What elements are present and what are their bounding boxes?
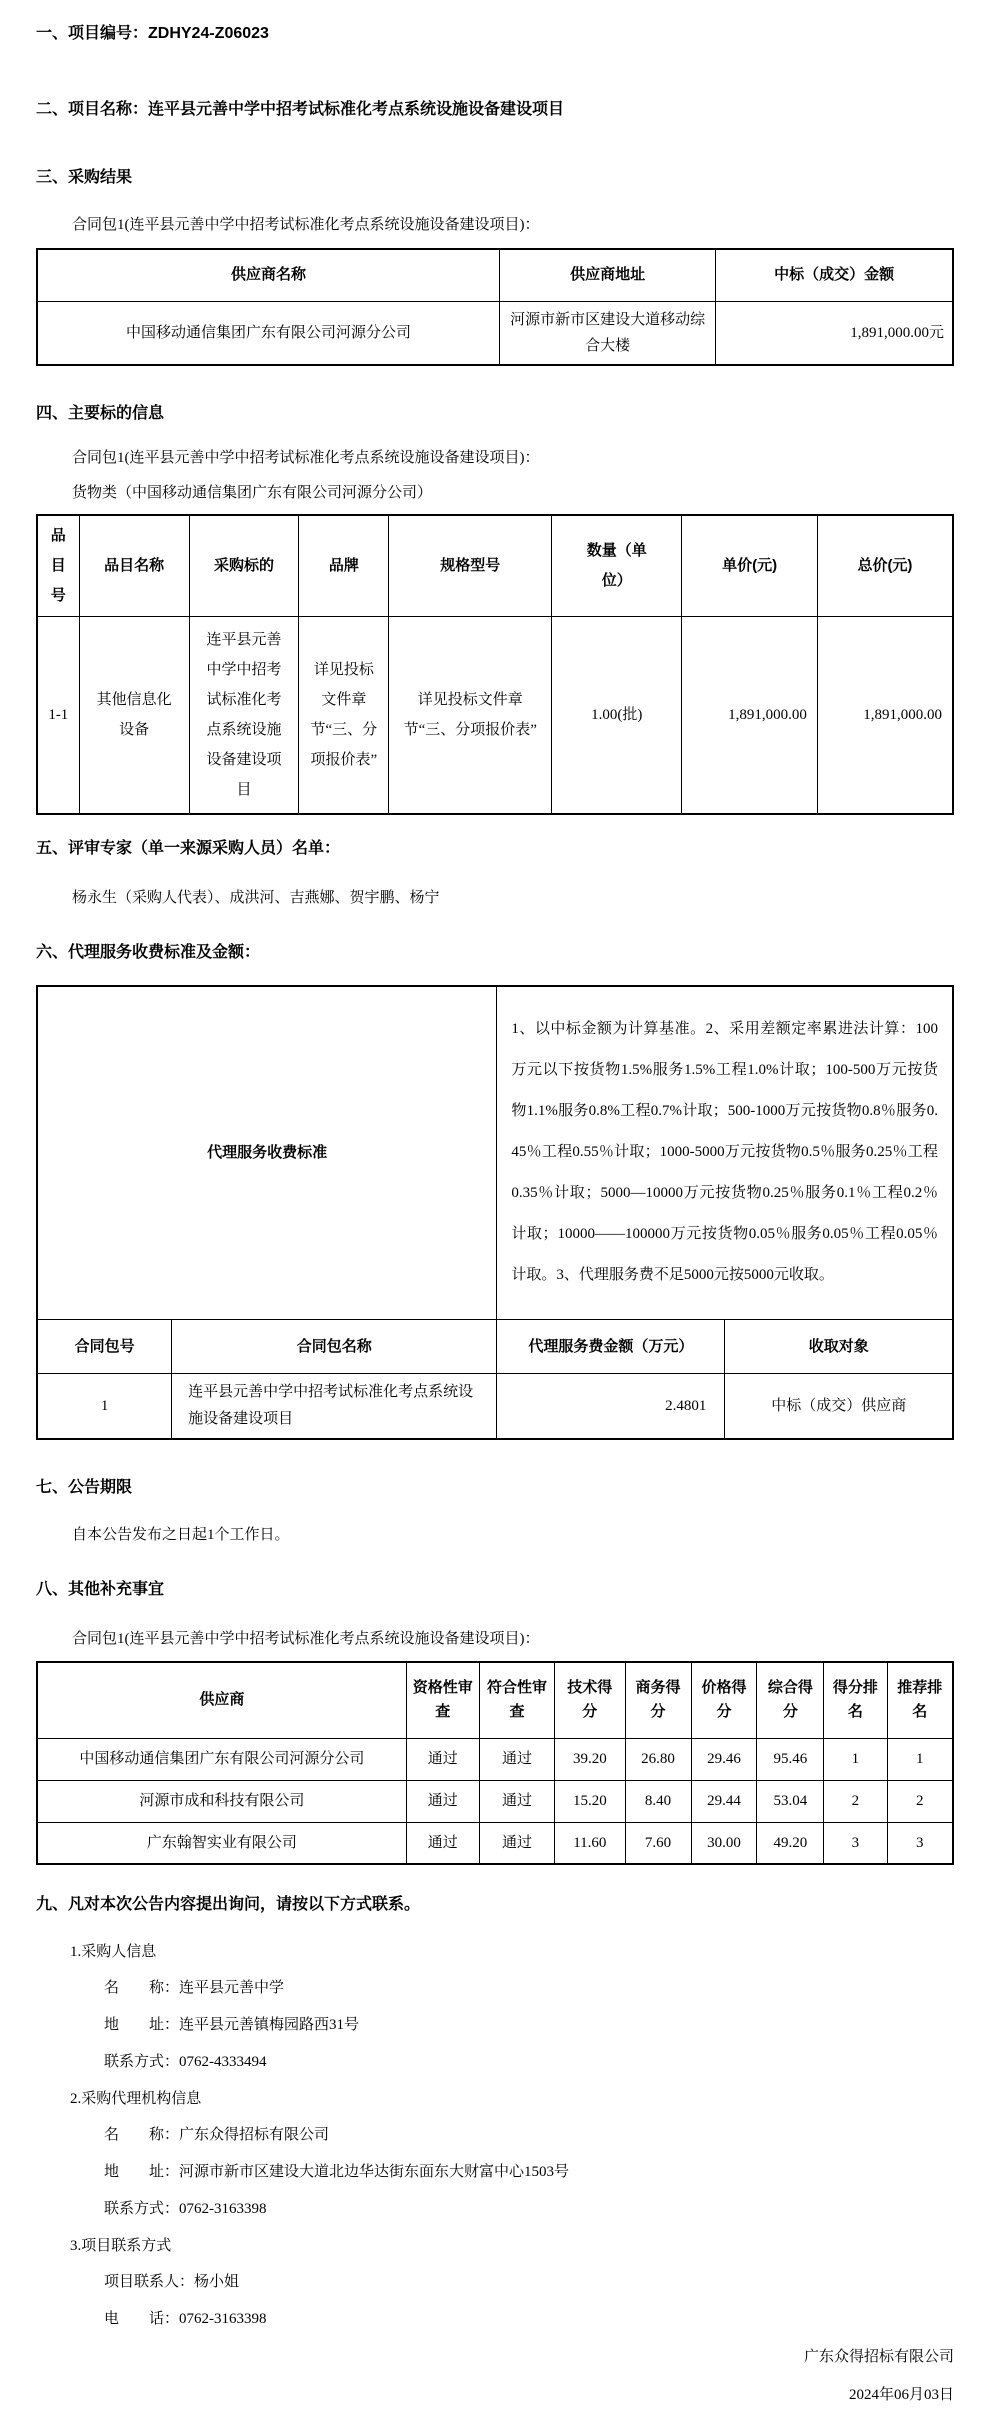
announcement-period-body: 自本公告发布之日起1个工作日。	[72, 1527, 290, 1543]
contract-package-intro: 合同包1(连平县元善中学中招考试标准化考点系统设施设备建设项目)：	[72, 217, 540, 233]
purchaser-contact: 联系方式：0762-4333494	[104, 2054, 267, 2070]
spec-model-cell: 详见投标文件章节“三、分项报价表”	[389, 616, 552, 814]
purchaser-address: 地 址：连平县元善镇梅园路西31号	[104, 2017, 360, 2033]
goods-category-line: 货物类（中国移动通信集团广东有限公司河源分公司）	[72, 484, 433, 501]
procurement-subject-header: 采购标的	[189, 515, 299, 617]
business-score-cell: 8.40	[625, 1780, 691, 1822]
technical-score-cell: 15.20	[555, 1780, 626, 1822]
qualification-review-cell: 通过	[406, 1822, 479, 1864]
recommend-rank-cell: 3	[887, 1822, 953, 1864]
contract-package-number-header: 合同包号	[37, 1320, 172, 1374]
agency-contact: 联系方式：0762-3163398	[104, 2201, 267, 2217]
supplier-cell: 广东翰智实业有限公司	[37, 1822, 406, 1864]
agency-info-title: 2.采购代理机构信息	[70, 2091, 202, 2107]
review-experts-heading: 五、评审专家（单一来源采购人员）名单：	[36, 839, 341, 857]
spec-model-header: 规格型号	[389, 515, 552, 617]
qualification-review-cell: 通过	[406, 1780, 479, 1822]
contract-package-number-cell: 1	[37, 1374, 172, 1440]
recommend-rank-cell: 1	[887, 1738, 953, 1780]
agency-fee-heading: 六、代理服务收费标准及金额：	[36, 943, 261, 961]
conformity-review-cell: 通过	[479, 1738, 554, 1780]
table-row	[37, 1374, 953, 1440]
price-score-cell: 29.44	[691, 1780, 757, 1822]
fee-payer-header: 收取对象	[725, 1320, 953, 1374]
score-rank-cell: 2	[824, 1780, 887, 1822]
procurement-subject-cell: 连平县元善中学中招考试标准化考点系统设施设备建设项目	[189, 616, 299, 814]
contact-section-heading: 九、凡对本次公告内容提出询问，请按以下方式联系。	[36, 1896, 421, 1913]
brand-cell: 详见投标文件章节“三、分项报价表”	[299, 616, 389, 814]
fee-standard-text: 1、以中标金额为计算基准。2、采用差额定率累进法计算：100万元以下按货物1.5%服务1.5%工程1.0%计取；100-500万元按货物1.1%服务0.8%工程0.7%计取；500-1000万元按货物0.8％服务0.45％工程0.55％计取；1000-5000万元按货物0.5％服务0.25％工程0.35％计取；5000—10000万元按货物0.25％服务0.1％工程0.2％计取；10000——100000万元按货物0.05％服务0.05％工程0.05％计取。3、代理服务费不足5000元按5000元收取。	[497, 986, 953, 1320]
qualification-review-header: 资格性审查	[406, 1662, 479, 1738]
agency-fee-table	[36, 985, 954, 1441]
business-score-header: 商务得分	[625, 1662, 691, 1738]
table-row	[37, 1738, 953, 1780]
supplier-address-cell: 河源市新市区建设大道移动综合大楼	[500, 301, 716, 365]
award-amount-header: 中标（成交）金额	[716, 249, 953, 301]
procurement-result-heading: 三、采购结果	[36, 169, 133, 186]
item-number-header: 品目号	[37, 515, 79, 617]
announcement-period-heading: 七、公告期限	[36, 1479, 133, 1496]
purchaser-name: 名 称：连平县元善中学	[104, 1980, 285, 1996]
unit-price-cell: 1,891,000.00	[682, 616, 818, 814]
contract-package-intro: 合同包1(连平县元善中学中招考试标准化考点系统设施设备建设项目)：	[72, 1631, 540, 1647]
fee-standard-label: 代理服务收费标准	[37, 986, 497, 1320]
project-contact-title: 3.项目联系方式	[70, 2238, 172, 2254]
contract-package-name-header: 合同包名称	[172, 1320, 497, 1374]
supplier-name-header: 供应商名称	[37, 249, 500, 301]
supplier-address-header: 供应商地址	[500, 249, 716, 301]
supplier-cell: 河源市成和科技有限公司	[37, 1780, 406, 1822]
quantity-unit-header-label: 数量（单位）	[586, 541, 647, 589]
business-score-cell: 26.80	[625, 1738, 691, 1780]
price-score-cell: 30.00	[691, 1822, 757, 1864]
footer-company: 广东众得招标有限公司	[803, 2349, 954, 2365]
table-row	[37, 1822, 953, 1864]
agency-address: 地 址：河源市新市区建设大道北边华达街东面东大财富中心1503号	[104, 2164, 570, 2180]
award-amount-cell: 1,891,000.00元	[716, 301, 953, 365]
fee-payer-cell: 中标（成交）供应商	[725, 1374, 953, 1440]
item-number-cell: 1-1	[37, 616, 79, 814]
business-score-cell: 7.60	[625, 1822, 691, 1864]
table-header-row	[37, 515, 953, 617]
technical-score-cell: 11.60	[555, 1822, 626, 1864]
score-rank-header: 得分排名	[824, 1662, 887, 1738]
supplier-name-cell: 中国移动通信集团广东有限公司河源分公司	[37, 301, 500, 365]
total-price-header: 总价(元)	[817, 515, 953, 617]
other-matters-heading: 八、其他补充事宜	[36, 1581, 165, 1598]
overall-score-header: 综合得分	[757, 1662, 824, 1738]
main-subject-table	[36, 514, 954, 815]
item-name-header: 品目名称	[79, 515, 189, 617]
unit-price-header: 单价(元)	[682, 515, 818, 617]
technical-score-header: 技术得分	[555, 1662, 626, 1738]
agency-fee-amount-header: 代理服务费金额（万元）	[497, 1320, 725, 1374]
contract-package-intro: 合同包1(连平县元善中学中招考试标准化考点系统设施设备建设项目)：	[72, 449, 540, 466]
supplier-header: 供应商	[37, 1662, 406, 1738]
total-price-cell: 1,891,000.00	[817, 616, 953, 814]
table-row	[37, 616, 953, 814]
overall-score-cell: 95.46	[757, 1738, 824, 1780]
score-rank-cell: 1	[824, 1738, 887, 1780]
quantity-unit-header	[552, 515, 682, 617]
price-score-cell: 29.46	[691, 1738, 757, 1780]
recommend-rank-cell: 2	[887, 1780, 953, 1822]
table-header-row	[37, 1662, 953, 1738]
overall-score-cell: 49.20	[757, 1822, 824, 1864]
supplier-cell: 中国移动通信集团广东有限公司河源分公司	[37, 1738, 406, 1780]
footer-date: 2024年06月03日	[848, 2387, 954, 2403]
project-number-heading: 一、项目编号：ZDHY24-Z06023	[36, 25, 269, 42]
project-contact-phone: 电 话：0762-3163398	[104, 2311, 267, 2327]
agency-fee-amount-cell: 2.4801	[497, 1374, 725, 1440]
review-experts-names: 杨永生（采购人代表）、成洪河、吉燕娜、贺宇鹏、杨宁	[72, 889, 440, 906]
recommend-rank-header: 推荐排名	[887, 1662, 953, 1738]
overall-score-cell: 53.04	[757, 1780, 824, 1822]
conformity-review-header: 符合性审查	[479, 1662, 554, 1738]
supplier-score-table	[36, 1661, 954, 1865]
contract-package-name-cell: 连平县元善中学中招考试标准化考点系统设施设备建设项目	[172, 1374, 497, 1440]
table-row	[37, 301, 953, 365]
project-name-heading: 二、项目名称：连平县元善中学中招考试标准化考点系统设施设备建设项目	[36, 101, 565, 118]
table-header-row	[37, 1320, 953, 1374]
conformity-review-cell: 通过	[479, 1780, 554, 1822]
project-contact-person: 项目联系人：杨小姐	[104, 2274, 240, 2290]
main-subject-heading: 四、主要标的信息	[36, 404, 165, 422]
conformity-review-cell: 通过	[479, 1822, 554, 1864]
purchaser-info-title: 1.采购人信息	[70, 1944, 157, 1960]
technical-score-cell: 39.20	[555, 1738, 626, 1780]
agency-name: 名 称：广东众得招标有限公司	[104, 2127, 330, 2143]
score-rank-cell: 3	[824, 1822, 887, 1864]
fee-standard-row	[37, 986, 953, 1320]
table-row	[37, 1780, 953, 1822]
item-name-cell: 其他信息化设备	[79, 616, 189, 814]
qualification-review-cell: 通过	[406, 1738, 479, 1780]
quantity-unit-cell: 1.00(批)	[552, 616, 682, 814]
procurement-result-table	[36, 248, 954, 366]
table-header-row	[37, 249, 953, 301]
price-score-header: 价格得分	[691, 1662, 757, 1738]
brand-header: 品牌	[299, 515, 389, 617]
